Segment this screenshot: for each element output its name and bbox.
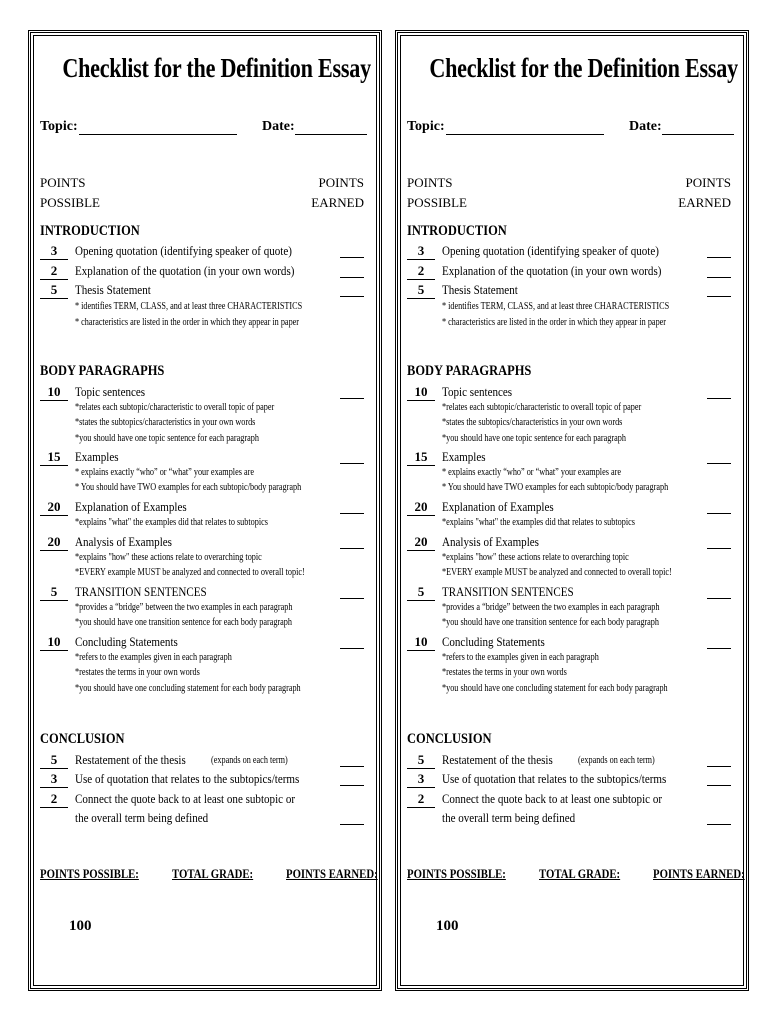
total-grade-label: TOTAL GRADE: [172, 867, 254, 881]
points-possible-label: POINTS POSSIBLE: [407, 867, 506, 881]
earned-blank [707, 257, 731, 258]
checklist-card-left [28, 30, 382, 991]
points-value [40, 791, 68, 808]
checklist-item: TRANSITION SENTENCES [75, 584, 207, 599]
points-value [40, 771, 68, 788]
item-note: * You should have TWO examples for each subtopic/body paragraph [75, 482, 302, 493]
section-heading-conclusion: CONCLUSION [407, 731, 492, 747]
checklist-item: Explanation of the quotation (in your own words) [442, 263, 662, 278]
item-note: *relates each subtopic/characteristic to overall topic of paper [442, 402, 642, 413]
item-note: * identifies TERM, CLASS, and at least three CHARACTERISTICS [442, 301, 670, 312]
item-note: * characteristics are listed in the order in which they appear in paper [442, 317, 667, 328]
earned-blank [707, 463, 731, 464]
points-value [407, 771, 435, 788]
checklist-item: Explanation of the quotation (in your own words) [75, 263, 295, 278]
earned-blank [340, 785, 364, 786]
checklist-item: Topic sentences [442, 384, 513, 399]
section-heading-introduction: INTRODUCTION [407, 223, 507, 239]
points-value [40, 499, 68, 516]
item-note: *explains "what" the examples did that relates to subtopics [442, 517, 635, 528]
points-value [407, 282, 435, 299]
page-title: Checklist for the Definition Essay [62, 53, 371, 83]
item-note: *EVERY example MUST be analyzed and connected to overall topic! [442, 567, 672, 578]
item-note: *relates each subtopic/characteristic to overall topic of paper [75, 402, 275, 413]
points-value-text: 5 [40, 584, 68, 601]
earned-blank [340, 463, 364, 464]
total-grade-label: TOTAL GRADE: [539, 867, 621, 881]
earned-blank [707, 598, 731, 599]
checklist-item: Analysis of Examples [75, 534, 172, 549]
date-label: Date: [262, 119, 295, 134]
item-note: *you should have one topic sentence for each paragraph [442, 433, 626, 444]
item-note: *states the subtopics/characteristics in your own words [75, 417, 256, 428]
section-heading-introduction: INTRODUCTION [40, 223, 140, 239]
points-value [40, 449, 68, 466]
points-value [40, 243, 68, 260]
points-possible-header: POSSIBLE [407, 195, 467, 210]
points-value [40, 384, 68, 401]
points-value [407, 534, 435, 551]
item-note: *you should have one concluding statement for each body paragraph [442, 683, 668, 694]
item-note: *states the subtopics/characteristics in your own words [442, 417, 623, 428]
earned-blank [340, 513, 364, 514]
earned-blank [707, 513, 731, 514]
checklist-item: Explanation of Examples [75, 499, 187, 514]
points-value [407, 634, 435, 651]
checklist-item: Concluding Statements [442, 634, 545, 649]
points-value [407, 752, 435, 769]
item-note: * characteristics are listed in the order in which they appear in paper [75, 317, 300, 328]
earned-blank [707, 824, 731, 825]
points-value-text: 5 [40, 282, 68, 299]
item-note: *explains "how" these actions relate to overarching topic [442, 552, 629, 563]
points-possible-header: POSSIBLE [40, 195, 100, 210]
item-note: *you should have one transition sentence for each body paragraph [75, 617, 293, 628]
earned-blank [340, 648, 364, 649]
item-note: *you should have one topic sentence for each paragraph [75, 433, 259, 444]
section-heading-conclusion: CONCLUSION [40, 731, 125, 747]
item-note: *you should have one concluding statement for each body paragraph [75, 683, 301, 694]
points-value [40, 584, 68, 601]
points-value-text: 5 [407, 752, 435, 769]
points-value-text: 20 [40, 499, 68, 516]
checklist-item: Examples [75, 449, 119, 464]
points-earned-header: POINTS [685, 175, 731, 190]
points-value [407, 499, 435, 516]
points-possible-header: POINTS [40, 175, 86, 190]
item-note-inline: (expands on each term) [578, 755, 655, 766]
points-value-text: 15 [407, 449, 435, 466]
points-value [40, 263, 68, 280]
checklist-item: Analysis of Examples [442, 534, 539, 549]
topic-label: Topic: [40, 119, 78, 134]
points-value [407, 243, 435, 260]
points-possible-value: 100 [69, 918, 92, 934]
earned-blank [707, 766, 731, 767]
checklist-item-continued: the overall term being defined [442, 810, 576, 825]
earned-blank [707, 548, 731, 549]
points-value-text: 3 [40, 771, 68, 788]
earned-blank [707, 648, 731, 649]
checklist-card-right [395, 30, 749, 991]
topic-field-line [79, 134, 237, 135]
item-note: *provides a “bridge” between the two examples in each paragraph [75, 602, 293, 613]
date-field-line [295, 134, 367, 135]
points-earned-label: POINTS EARNED: [286, 867, 378, 881]
points-value [407, 384, 435, 401]
checklist-item: TRANSITION SENTENCES [442, 584, 574, 599]
earned-blank [707, 296, 731, 297]
points-value-text: 10 [40, 384, 68, 401]
checklist-item: Use of quotation that relates to the subtopics/terms [75, 771, 300, 786]
checklist-item: Connect the quote back to at least one subtopic or [442, 791, 663, 806]
points-value [40, 752, 68, 769]
points-possible-label: POINTS POSSIBLE: [40, 867, 139, 881]
points-value-text: 20 [407, 499, 435, 516]
topic-label: Topic: [407, 119, 445, 134]
earned-blank [340, 548, 364, 549]
checklist-item: Opening quotation (identifying speaker of quote) [75, 243, 292, 258]
date-field-line [662, 134, 734, 135]
item-note-inline: (expands on each term) [211, 755, 288, 766]
points-value-text: 3 [407, 771, 435, 788]
points-value [407, 263, 435, 280]
points-value-text: 3 [407, 243, 435, 260]
earned-blank [340, 296, 364, 297]
item-note: * explains exactly “who” or “what” your examples are [442, 467, 621, 478]
points-value-text: 2 [40, 791, 68, 808]
points-value-text: 5 [40, 752, 68, 769]
points-value-text: 15 [40, 449, 68, 466]
checklist-item: Topic sentences [75, 384, 146, 399]
earned-blank [707, 277, 731, 278]
checklist-item: Thesis Statement [442, 282, 518, 297]
checklist-item: Explanation of Examples [442, 499, 554, 514]
page-title: Checklist for the Definition Essay [429, 53, 738, 83]
points-value [40, 282, 68, 299]
earned-blank [340, 598, 364, 599]
points-value-text: 5 [407, 584, 435, 601]
checklist-item-continued: the overall term being defined [75, 810, 209, 825]
item-note: *refers to the examples given in each paragraph [75, 652, 232, 663]
points-earned-header: EARNED [678, 195, 731, 210]
checklist-item: Examples [442, 449, 486, 464]
checklist-item: Connect the quote back to at least one subtopic or [75, 791, 296, 806]
checklist-item: Restatement of the thesis [75, 752, 186, 767]
earned-blank [707, 785, 731, 786]
item-note: *restates the terms in your own words [75, 667, 200, 678]
earned-blank [340, 277, 364, 278]
item-note: *you should have one transition sentence for each body paragraph [442, 617, 660, 628]
item-note: *provides a “bridge” between the two examples in each paragraph [442, 602, 660, 613]
points-value-text: 20 [40, 534, 68, 551]
points-value-text: 2 [40, 263, 68, 280]
earned-blank [340, 766, 364, 767]
points-possible-header: POINTS [407, 175, 453, 190]
points-earned-header: POINTS [318, 175, 364, 190]
points-value-text: 3 [40, 243, 68, 260]
points-value-text: 10 [407, 634, 435, 651]
section-heading-body-paragraphs: BODY PARAGRAPHS [407, 363, 532, 379]
topic-field-line [446, 134, 604, 135]
checklist-item: Restatement of the thesis [442, 752, 553, 767]
points-value-text: 10 [407, 384, 435, 401]
section-heading-body-paragraphs: BODY PARAGRAPHS [40, 363, 165, 379]
earned-blank [340, 398, 364, 399]
earned-blank [707, 398, 731, 399]
checklist-item: Thesis Statement [75, 282, 151, 297]
checklist-item: Concluding Statements [75, 634, 178, 649]
points-earned-label: POINTS EARNED: [653, 867, 745, 881]
checklist-item: Use of quotation that relates to the subtopics/terms [442, 771, 667, 786]
points-value [407, 584, 435, 601]
item-note: *EVERY example MUST be analyzed and connected to overall topic! [75, 567, 305, 578]
item-note: *refers to the examples given in each paragraph [442, 652, 599, 663]
points-value [407, 791, 435, 808]
earned-blank [340, 257, 364, 258]
points-value-text: 20 [407, 534, 435, 551]
points-value-text: 5 [407, 282, 435, 299]
points-possible-value: 100 [436, 918, 459, 934]
points-earned-header: EARNED [311, 195, 364, 210]
points-value [407, 449, 435, 466]
checklist-item: Opening quotation (identifying speaker of quote) [442, 243, 659, 258]
points-value-text: 10 [40, 634, 68, 651]
points-value-text: 2 [407, 791, 435, 808]
item-note: * identifies TERM, CLASS, and at least three CHARACTERISTICS [75, 301, 303, 312]
earned-blank [340, 824, 364, 825]
points-value-text: 2 [407, 263, 435, 280]
item-note: *explains "how" these actions relate to overarching topic [75, 552, 262, 563]
item-note: *restates the terms in your own words [442, 667, 567, 678]
points-value [40, 534, 68, 551]
item-note: * explains exactly “who” or “what” your examples are [75, 467, 254, 478]
date-label: Date: [629, 119, 662, 134]
points-value [40, 634, 68, 651]
item-note: * You should have TWO examples for each subtopic/body paragraph [442, 482, 669, 493]
item-note: *explains "what" the examples did that relates to subtopics [75, 517, 268, 528]
